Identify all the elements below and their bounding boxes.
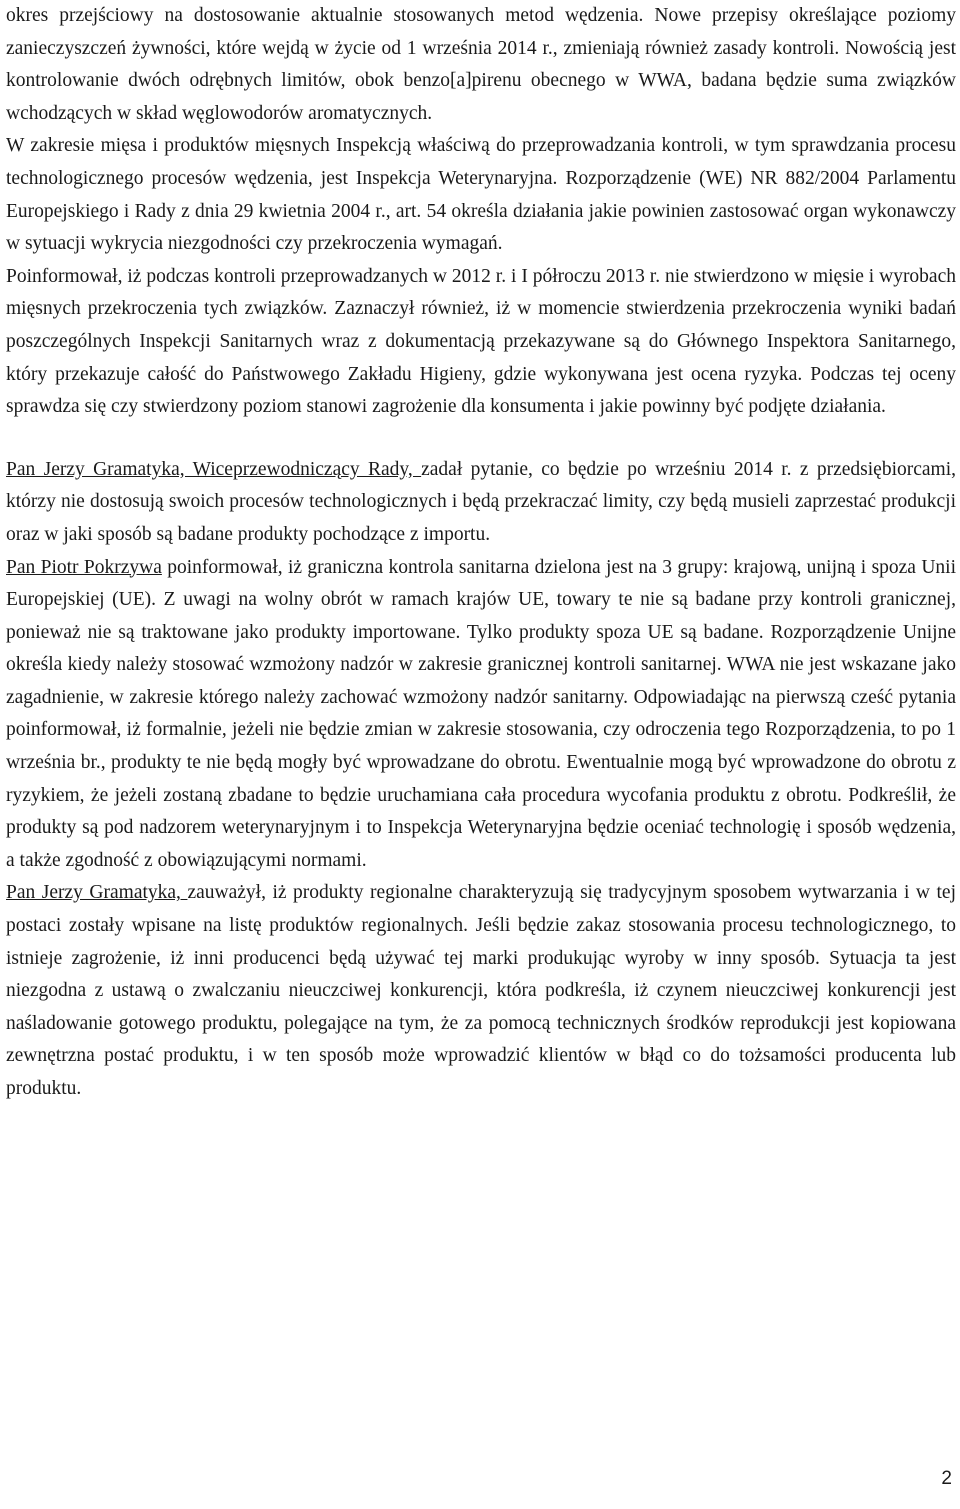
speaker-name: Pan Jerzy Gramatyka,: [6, 882, 188, 904]
paragraph-text: zadał pytanie, co będzie po wrześniu 2014 r. z przedsiębiorcami, którzy nie dostosują swoich procesów technologicznych i będą przekraczać limity, czy będą musieli zaprzestać produkcji oraz w jaki sposób są badane produkty pochodzące z importu.: [6, 458, 956, 545]
paragraph-2: [6, 130, 956, 260]
paragraph-text: W zakresie mięsa i produktów mięsnych Inspekcją właściwą do przeprowadzania kontroli, w tym sprawdzania procesu technologicznego procesów wędzenia, jest Inspekcja Weterynaryjna. Rozporządzenie (WE) NR 882/2004 Parlamentu Europejskiego i Rady z dnia 29 kwietnia 2004 r., art. 54 określa działania jakie powinien zastosować organ wykonawczy w sytuacji wykrycia niezgodności czy przekroczenia wymagań.: [6, 135, 956, 255]
paragraph-4: [6, 454, 956, 552]
paragraph-5: [6, 552, 956, 878]
document-body: [6, 0, 956, 1106]
paragraph-1: [6, 0, 956, 130]
paragraph-gap: [6, 424, 956, 454]
speaker-name: Pan Piotr Pokrzywa: [6, 556, 162, 578]
paragraph-text: poinformował, iż graniczna kontrola sanitarna dzielona jest na 3 grupy: krajową, unijną i spoza Unii Europejskiej (UE). Z uwagi na wolny obrót w ramach krajów UE, towary te nie są badane przy kontroli granicznej, ponieważ nie są traktowane jako produkty importowane. Tylko produkty spoza UE są badane. Rozporządzenie Unijne określa kiedy należy stosować wzmożony nadzór w zakresie granicznej kontroli sanitarnej. WWA nie jest wskazane jako zagadnienie, w zakresie którego należy zachować wzmożony nadzór sanitarny. Odpowiadając na pierwszą cześć pytania poinformował, iż formalnie, jeżeli nie będzie zmian w zakresie stosowania, czy odroczenia tego Rozporządzenia, to po 1 września br., produkty te nie będą mogły być wprowadzane do obrotu. Ewentualnie mogą być wprowadzone do obrotu z ryzykiem, że jeżeli zostaną zbadane to będzie uruchamiana cała procedura wycofania produktu z obrotu. Podkreślił, że produkty są pod nadzorem weterynaryjnym i to Inspekcja Weterynaryjna będzie oceniać technologię i sposób wędzenia, a także zgodność z obowiązującymi normami.: [6, 556, 956, 871]
speaker-name: Pan Jerzy Gramatyka, Wiceprzewodniczący Rady,: [6, 458, 422, 480]
paragraph-3: [6, 261, 956, 424]
paragraph-text: Poinformował, iż podczas kontroli przeprowadzanych w 2012 r. i I półroczu 2013 r. nie stwierdzono w mięsie i wyrobach mięsnych przekroczenia tych związków. Zaznaczył również, iż w momencie stwierdzenia przekroczenia wyniki badań poszczególnych Inspekcji Sanitarnych wraz z dokumentacją przekazywane są do Głównego Inspektora Sanitarnego, który przekazuje całość do Państwowego Zakładu Higieny, gdzie wykonywana jest ocena ryzyka. Podczas tej oceny sprawdza się czy stwierdzony poziom stanowi zagrożenie dla konsumenta i jakie powinny być podjęte działania.: [6, 265, 956, 418]
page-number: 2: [941, 1468, 952, 1489]
paragraph-text: zauważył, iż produkty regionalne charakteryzują się tradycyjnym sposobem wytwarzania i w tej postaci zostały wpisane na listę produktów regionalnych. Jeśli będzie zakaz stosowania procesu technologicznego, to istnieje zagrożenie, iż inni producenci będą używać tej marki produkując wyroby w inny sposób. Sytuacja ta jest niezgodna z ustawą o zwalczaniu nieuczciwej konkurencji, która podkreśla, iż czynem nieuczciwej konkurencji jest naśladowanie gotowego produktu, polegające na tym, że za pomocą technicznych środków reprodukcji jest kopiowana zewnętrzna postać produktu, i w ten sposób może wprowadzić klientów w błąd co do tożsamości producenta lub produktu.: [6, 882, 956, 1099]
paragraph-text: okres przejściowy na dostosowanie aktualnie stosowanych metod wędzenia. Nowe przepisy określające poziomy zanieczyszczeń żywności, które wejdą w życie od 1 września 2014 r., zmieniają również zasady kontroli. Nowością jest kontrolowanie dwóch odrębnych limitów, obok benzo[a]pirenu obecnego w WWA, badana będzie suma związków wchodzących w skład węglowodorów aromatycznych.: [6, 5, 956, 124]
paragraph-6: [6, 877, 956, 1105]
